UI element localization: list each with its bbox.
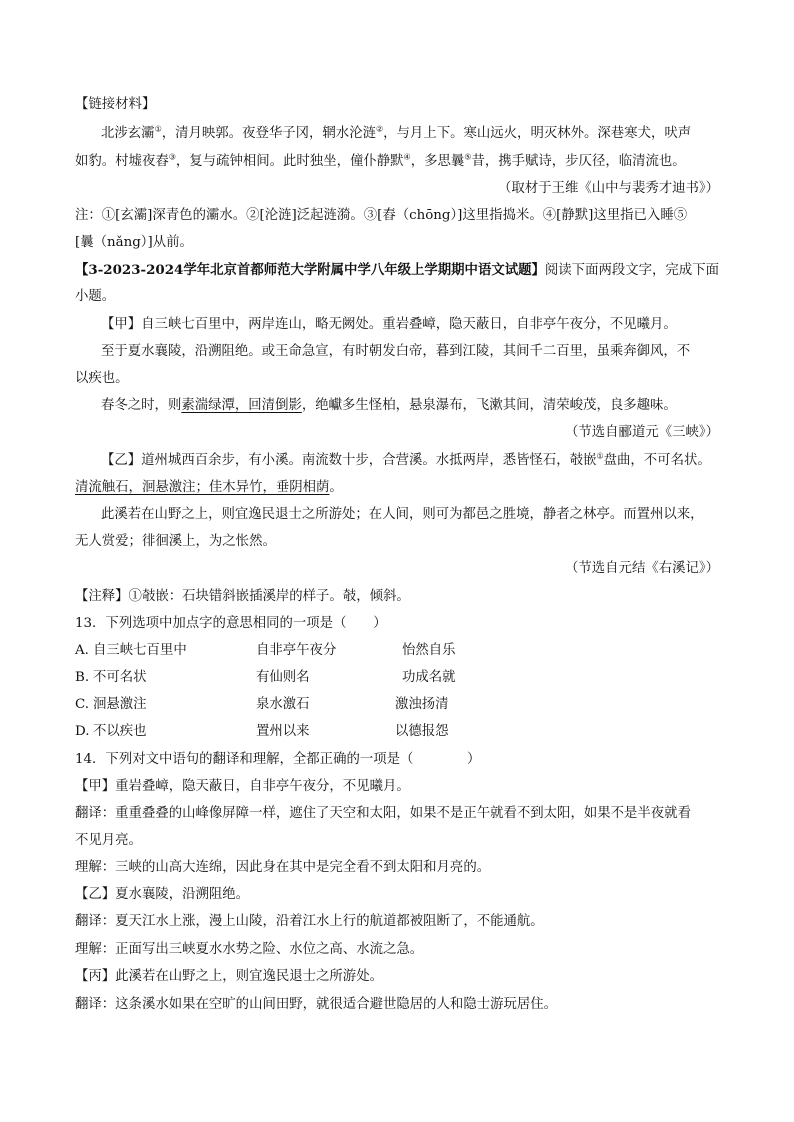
link-material-line-2: 如豹。村墟夜舂③，复与疏钟相间。此时独坐，僮仆静默④，多思曩⑤昔，携手赋诗，步仄径，临清流也。 xyxy=(75,152,686,169)
question-13-stem: 13．下列选项中加点字的意思相同的一项是（ ） xyxy=(75,616,387,631)
option-item-1: 不可名状 xyxy=(93,670,147,685)
option-item-2: 有仙则名 xyxy=(256,670,310,685)
option-label: D. xyxy=(75,724,90,739)
question-set-title-line-2: 小题。 xyxy=(75,289,116,304)
yi-paragraph-1-line-1: 【乙】道州城西百余步，有小溪。南流数十步，合营溪。水抵两岸，悉皆怪石，攲嵌①盘曲，不可名状。 xyxy=(101,451,711,468)
yi-source: （节选自元结《右溪记》） xyxy=(565,561,719,576)
yi-underlined-phrase: 清流触石，洄悬激注；佳木异竹，垂阴相荫 xyxy=(75,480,330,495)
jia-underlined-phrase: 素湍绿潭，回清倒影 xyxy=(181,398,302,413)
jia-paragraph-3: 春冬之时，则素湍绿潭，回清倒影，绝巘多生怪柏，悬泉瀑布，飞漱其间，清荣峻茂，良多趣味。 xyxy=(101,398,677,413)
link-material-source: （取材于王维《山中与裴秀才迪书》） xyxy=(498,181,719,196)
option-item-3: 功成名就 xyxy=(402,670,456,685)
jia-paragraph-1: 【甲】自三峡七百里中，两岸连山，略无阙处。重岩叠嶂，隐天蔽日，自非亭午夜分，不见曦月。 xyxy=(101,317,677,332)
question-14-stem: 14．下列对文中语句的翻译和理解，全都正确的一项是（ ） xyxy=(75,752,481,767)
option-item-2: 自非亭午夜分 xyxy=(256,643,337,658)
option-item-2: 泉水激石 xyxy=(256,697,310,712)
link-material-line-1: 北涉玄灞①，清月映郭。夜登华子冈，辋水沦涟②，与月上下。寒山远火，明灭林外。深巷寒犬，吠声 xyxy=(101,124,692,141)
question-14-jia-translation-line-2: 不见月亮。 xyxy=(75,833,142,848)
yi-paragraph-2-line-2: 无人赏爱；徘徊溪上，为之怅然。 xyxy=(75,534,276,549)
option-item-1: 洄悬激注 xyxy=(93,697,147,712)
option-item-1: 不以疾也 xyxy=(93,724,147,739)
link-material-note-1: 注：①[玄灞]深青色的灞水。②[沦涟]泛起涟漪。③[舂（chōng）]这里指捣米。④[静默]这里指已入睡⑤ xyxy=(75,208,688,223)
option-label: B. xyxy=(75,670,90,685)
question-14-yi-understanding: 理解：正面写出三峡夏水水势之险、水位之高、水流之急。 xyxy=(75,942,424,957)
question-14-yi-translation: 翻译：夏天江水上涨，漫上山陵，沿着江水上行的航道都被阻断了，不能通航。 xyxy=(75,914,544,929)
annotation: 【注释】①攲嵌：石块错斜嵌插溪岸的样子。攲，倾斜。 xyxy=(75,589,410,604)
option-item-1: 自三峡七百里中 xyxy=(93,643,187,658)
question-14-jia-sentence: 【甲】重岩叠嶂，隐天蔽日，自非亭午夜分，不见曦月。 xyxy=(75,779,410,794)
option-item-3: 以德报怨 xyxy=(395,724,449,739)
question-14-jia-translation-line-1: 翻译：重重叠叠的山峰像屏障一样，遮住了天空和太阳，如果不是正午就看不到太阳，如果不是半夜就看 xyxy=(75,806,691,821)
question-14-jia-understanding: 理解：三峡的山高大连绵，因此身在其中是完全看不到太阳和月亮的。 xyxy=(75,860,491,875)
jia-paragraph-2-line-1: 至于夏水襄陵，沿溯阻绝。或王命急宣，有时朝发白帝，暮到江陵，其间千二百里，虽乘奔御风，不 xyxy=(101,344,691,359)
link-material-heading: 【链接材料】 xyxy=(75,97,156,112)
question-set-title: 【3-2023-2024学年北京首都师范大学附属中学八年级上学期期中语文试题】阅读下面两段文字，完成下面 xyxy=(75,262,719,278)
option-label: C. xyxy=(75,697,90,712)
jia-source: （节选自郦道元《三峡》） xyxy=(565,425,719,440)
yi-paragraph-2-line-1: 此溪若在山野之上，则宜逸民退士之所游处；在人间，则可为都邑之胜境，静者之林亭。而置州以来， xyxy=(101,507,704,522)
option-item-2: 置州以来 xyxy=(256,724,310,739)
link-material-note-2: [曩（nǎng）]从前。 xyxy=(75,235,193,250)
question-14-yi-sentence: 【乙】夏水襄陵，沿溯阻绝。 xyxy=(75,887,250,902)
question-14-bing-sentence: 【丙】此溪若在山野之上，则宜逸民退士之所游处。 xyxy=(75,969,383,984)
option-item-3: 怡然自乐 xyxy=(402,643,456,658)
option-label: A. xyxy=(75,643,89,658)
yi-paragraph-1-line-2: 清流触石，洄悬激注；佳木异竹，垂阴相荫。 xyxy=(75,480,343,495)
question-14-bing-translation: 翻译：这条溪水如果在空旷的山间田野，就很适合避世隐居的人和隐士游玩居住。 xyxy=(75,997,558,1012)
option-item-3: 激浊扬清 xyxy=(395,697,449,712)
jia-paragraph-2-line-2: 以疾也。 xyxy=(75,371,129,386)
